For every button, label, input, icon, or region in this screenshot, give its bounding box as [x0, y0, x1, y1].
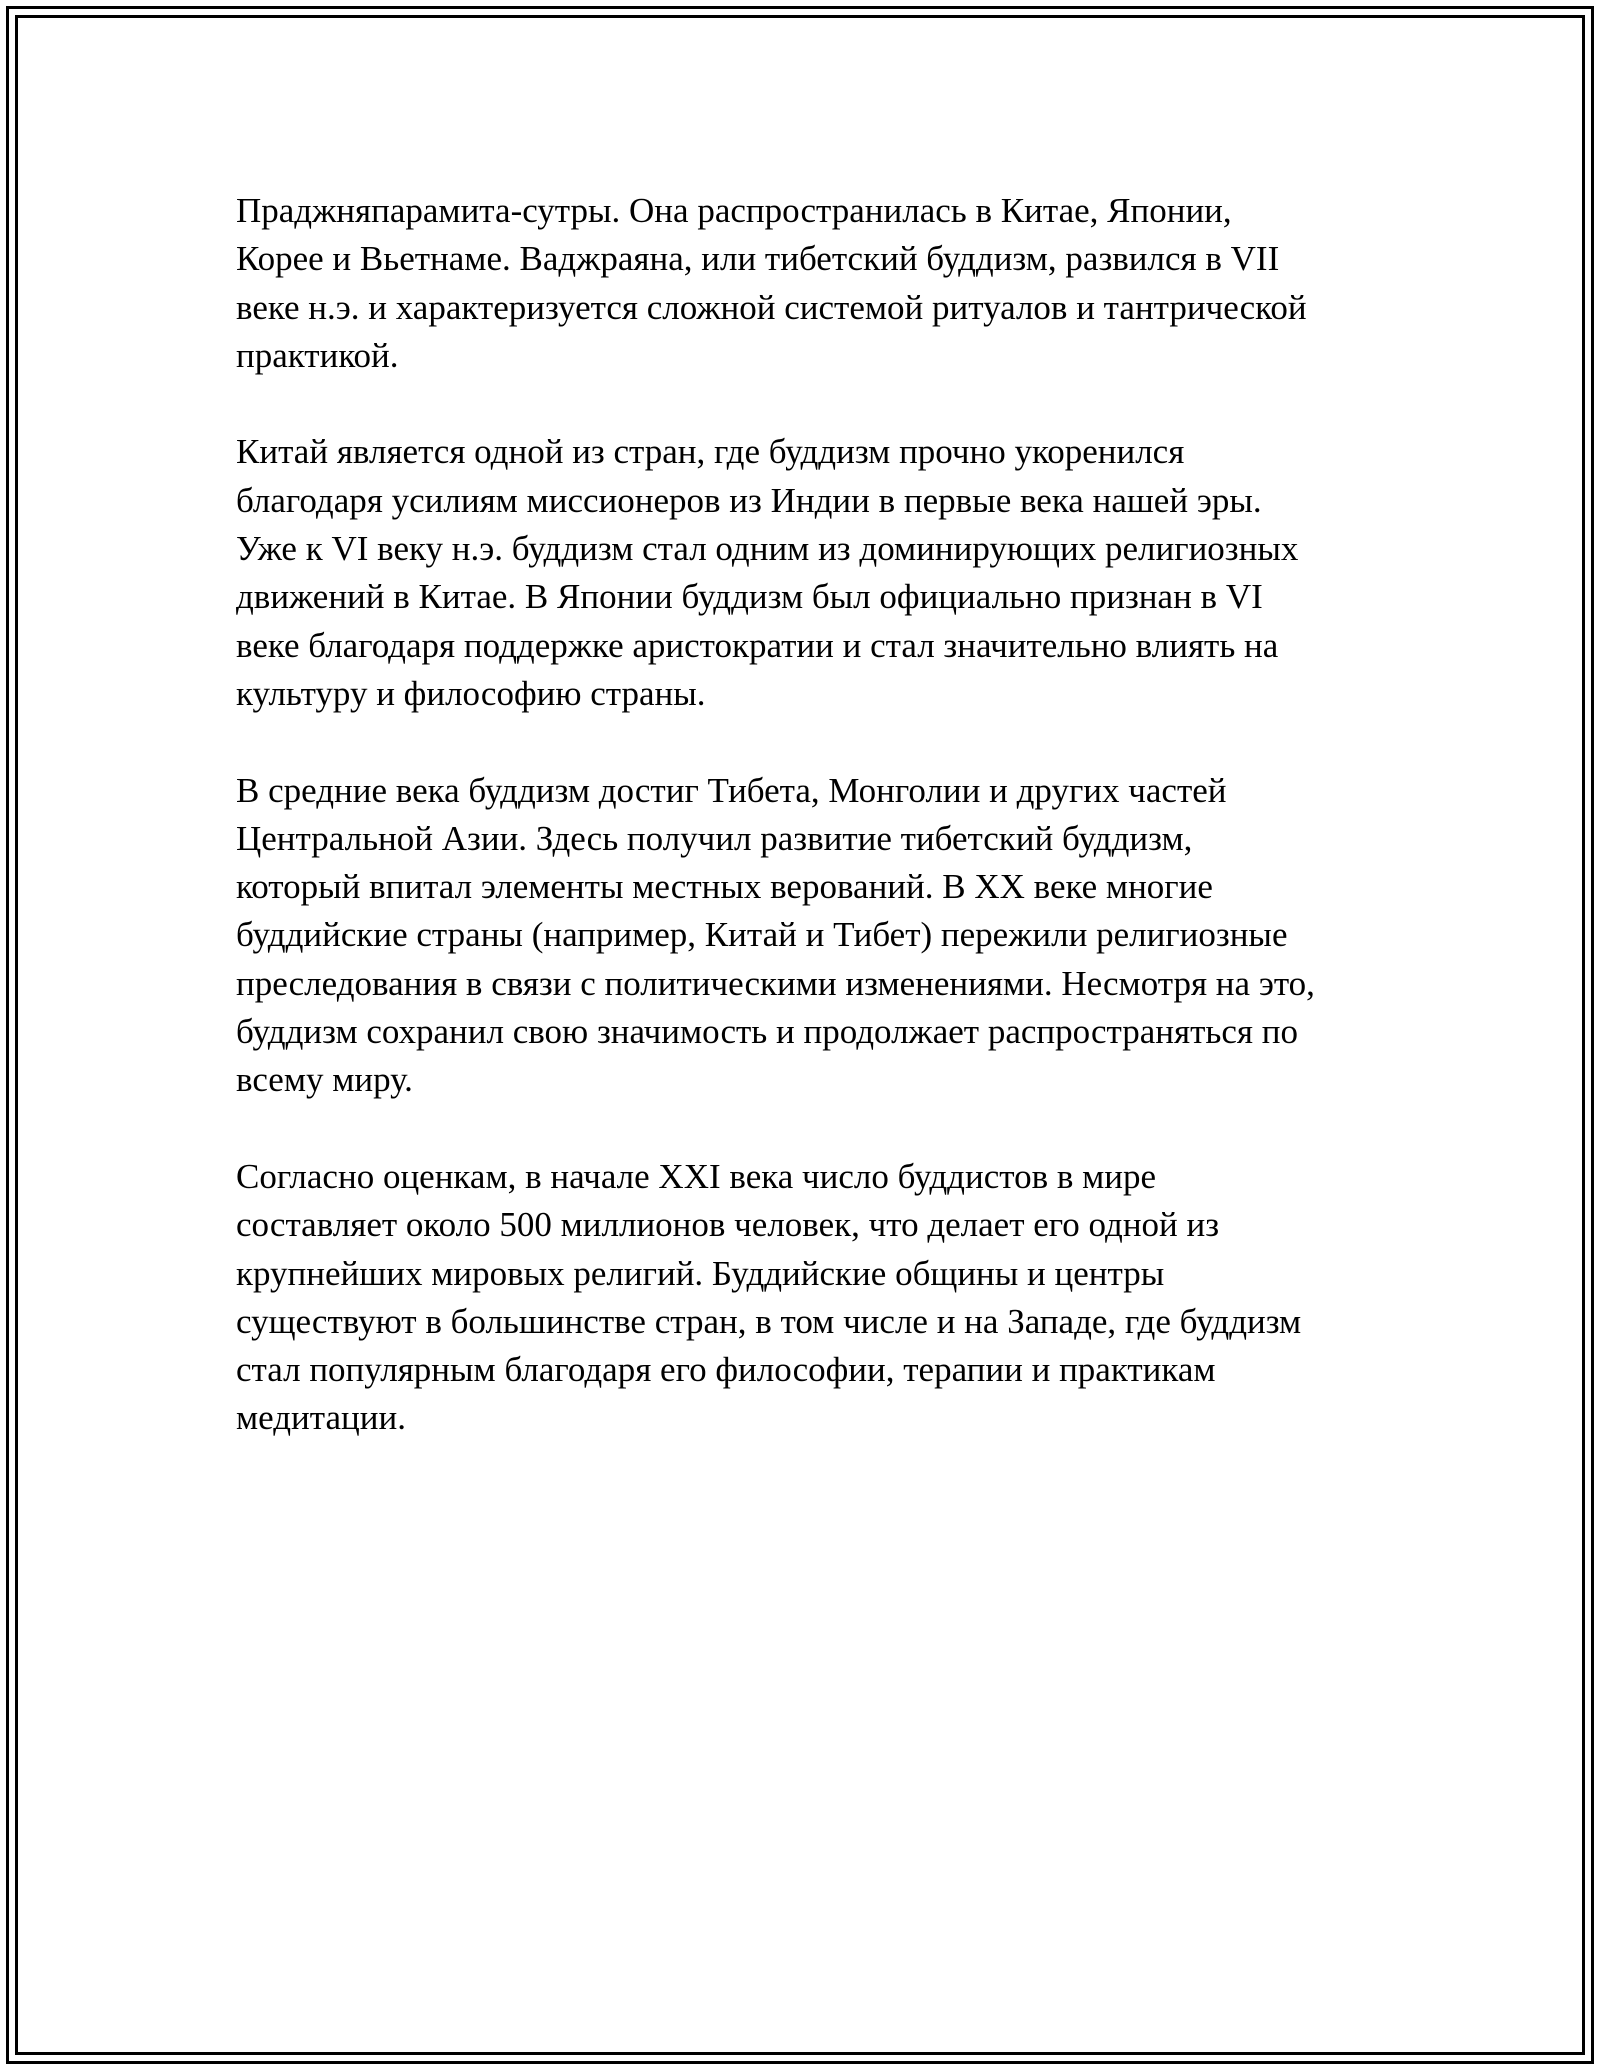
document-body — [236, 187, 1386, 1491]
paragraph-4: Согласно оценкам, в начале XXI века число буддистов в мире составляет около 500 миллионов человек, что делает его одной из крупнейших мировых религий. Буддийские общины и центры существуют в большинстве стран, в том числе и на Западе, где буддизм стал популярным благодаря его философии, терапии и практикам медитации. — [236, 1156, 1302, 1438]
paragraph-3: В средние века буддизм достиг Тибета, Монголии и других частей Центральной Азии. Здесь получил развитие тибетский буддизм, который впитал элементы местных верований. В XX веке многие буддийские страны (например, Китай и Тибет) пережили религиозные преследования в связи с политическими изменениями. Несмотря на это, буддизм сохранил свою значимость и продолжает распространяться по всему миру. — [236, 770, 1315, 1100]
paragraph-2: Китай является одной из стран, где буддизм прочно укоренился благодаря усилиям миссионеров из Индии в первые века нашей эры. Уже к VI веку н.э. буддизм стал одним из доминирующих религиозных движений в Китае. В Японии буддизм был официально признан в VI веке благодаря поддержке аристократии и стал значительно влиять на культуру и философию страны. — [236, 432, 1299, 713]
paragraph-1: Праджняпарамита-сутры. Она распространилась в Китае, Японии, Корее и Вьетнаме. Ваджраяна, или тибетский буддизм, развился в VII веке н.э. и характеризуется сложной системой ритуалов и тантрической практикой. — [236, 191, 1307, 375]
